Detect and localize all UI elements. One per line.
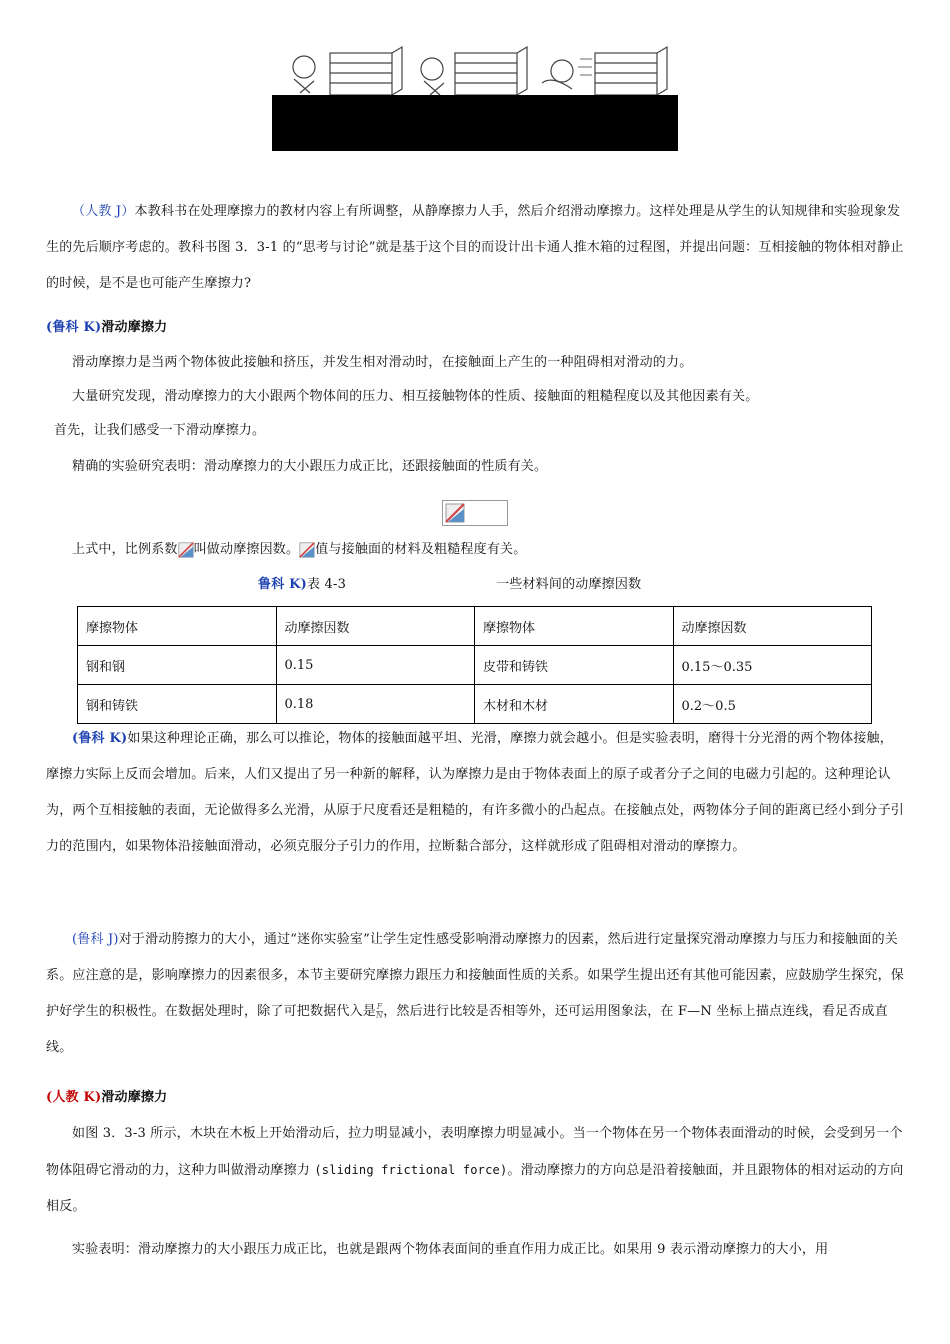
source-tag: （人教 J）	[72, 204, 135, 219]
mu-symbol-image-icon	[178, 542, 194, 558]
mu-symbol-image-icon	[299, 542, 315, 558]
fraction-f-over-n: $\frac{F}{N}$	[376, 1002, 384, 1020]
source-tag: (鲁科 K)	[72, 731, 128, 746]
table-cell: 木材和木材	[475, 685, 674, 724]
paragraph-experiment: 精确的实验研究表明：滑动摩擦力的大小跟压力成正比，还跟接触面的性质有关。	[72, 459, 548, 474]
table-cell: 0.15	[276, 646, 475, 685]
redacted-title-bar	[272, 95, 678, 151]
paragraph-teaching-notes: (鲁科 J)对于滑动胯擦力的大小，通过“迷你实验室”让学生定性感受影响滑动摩擦力的因素，然后进行定量探究滑动摩擦力与压力和接触面的关系。应注意的是，影响摩擦力的因素很多，本节主要研究摩擦力跟压力和接触面性质的关系。如果学生提出还有其他可能因素，应鼓励学生探究，保护好学生的积极性。在数据处理时，除了可把数据代入是 $\frac{F}{N}$ ，然后进行比较是否相等外，还可运用图象法，在 F—N 坐标上描点连线，看足否成直线。	[46, 932, 905, 1055]
table-caption: 鲁科 K)表 4-3 一些材料间的动摩擦因数	[258, 577, 642, 592]
cartoon-pushing-crates-illustration	[280, 45, 670, 97]
source-tag: (人教 K)	[46, 1090, 102, 1105]
paragraph-molecular-theory: (鲁科 K)如果这种理论正确，那么可以推论，物体的接触面越平坦、光滑，摩擦力就会越小。但是实验表明，磨得十分光滑的两个物体接触，摩擦力实际上反而会增加。后来，人们又提出了另一种新的解释，认为摩擦力是由于物体表面上的原子或者分子之间的电磁力引起的。这种理论认为，两个互相接触的表面，无论做得多么光滑，从原于尺度看还是粗糙的，有许多微小的凸起点。在接触点处，两物体分子间的距离已经小到分子引力的范围内，如果物体沿接触面滑动，必须克服分子引力的作用，拉断黏合部分，这样就形成了阻碍相对滑动的摩擦力。	[46, 731, 905, 854]
broken-image-icon	[445, 503, 465, 523]
paragraph-proportional: 实验表明：滑动摩擦力的大小跟压力成正比，也就是跟两个物体表面间的垂直作用力成正比。如果用 9 表示滑动摩擦力的大小，用	[72, 1242, 829, 1257]
section-heading: (鲁科 K)滑动摩擦力	[46, 320, 168, 335]
table-header-cell: 动摩擦因数	[276, 607, 475, 646]
paragraph-definition: 滑动摩擦力是当两个物体彼此接触和挤压，并发生相对滑动时，在接触面上产生的一种阻碍相对滑动的力。	[72, 355, 693, 370]
paragraph-factors: 大量研究发现，滑动摩擦力的大小跟两个物体间的压力、相互接触物体的性质、接触面的粗糙程度以及其他因素有关。	[72, 389, 759, 404]
paragraph-static-friction: （人教 J）本教科书在处理摩擦力的教材内容上有所调整，从静摩擦力人手，然后介绍滑动摩擦力。这样处理是从学生的认知规律和实验现象发生的先后顺序考虑的。教科书图 3．3-1 的“思考与讨论”就是基于这个目的而设计出卡通人推木箱的过程图，并提出问题：互相接触的物体相对静止的时候，是不是也可能产生摩擦力?	[46, 204, 904, 291]
table-cell: 0.15～0.35	[673, 646, 872, 685]
paragraph-sliding-definition: 如图 3．3-3 所示，木块在木板上开始滑动后，拉力明显减小，表明摩擦力明显减小。当一个物体在另一个物体表面滑动的时候，会受到另一个物体阻碍它滑动的力，这种力叫做滑动摩擦力 (sliding frictional force)。滑动摩擦力的方向总是沿着接触面，并且跟物体的相对运动的方向相反。	[46, 1126, 904, 1214]
table-cell: 皮带和铸铁	[475, 646, 674, 685]
table-header-cell: 摩擦物体	[475, 607, 674, 646]
paragraph-feel: 首先，让我们感受一下滑动摩擦力。	[54, 423, 266, 438]
table-row	[78, 685, 872, 724]
table-cell: 0.2～0.5	[673, 685, 872, 724]
formula-image	[442, 500, 508, 526]
table-cell: 钢和钢	[78, 646, 277, 685]
section-heading: (人教 K)滑动摩擦力	[46, 1090, 168, 1105]
table-header-cell: 摩擦物体	[78, 607, 277, 646]
source-tag: (鲁科 K)	[46, 320, 102, 335]
table-cell: 钢和铸铁	[78, 685, 277, 724]
table-header-cell: 动摩擦因数	[673, 607, 872, 646]
paragraph-coefficient: 上式中，比例系数 叫做动摩擦因数。 值与接触面的材料及粗糙程度有关。	[72, 542, 527, 557]
source-tag: (鲁科 J)	[72, 932, 119, 947]
table-row	[78, 646, 872, 685]
table-header-row	[78, 607, 872, 646]
friction-coefficient-table	[77, 606, 872, 724]
table-cell: 0.18	[276, 685, 475, 724]
